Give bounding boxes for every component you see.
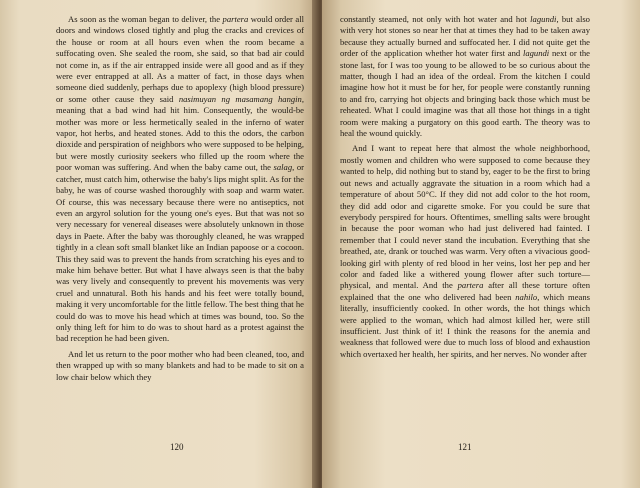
text-run: would order all doors and windows closed tightly and plug the cracks and crevices of the house or room at all hours even when the room became a suffocating oven. She sealed the room, she said, so that bad air could not come in, as if the air entrapped inside were all good and as if they were ever entrapped at all. As a matter of fact, in those days when someone died suddenly, perhaps due to apoplexy (high blood pressure) or some other cause they said: [56, 14, 304, 104]
italic-term: nahilo: [515, 291, 538, 302]
left-paragraph-2: [56, 349, 304, 383]
italic-term: lagundi: [522, 48, 550, 59]
right-page: [322, 0, 640, 488]
right-page-text: [340, 14, 590, 360]
text-run: after all these torture often explained that the one who delivered had been: [340, 280, 590, 302]
text-run: , meaning that a bad wind had hit him. Consequently, the would-be mother was more or less hermetically sealed in the inferno of water vapor, hot herbs, and heated stones. Add to this the odors, the carbon dioxide and perspiration of neighbors who were supposed to be helping, but were mostly curiosity seekers who filled up the room where the poor woman was suffering. And when the baby came out, the: [56, 93, 304, 173]
italic-term: partera: [457, 280, 484, 291]
text-run: As soon as the woman began to deliver, the: [68, 14, 223, 24]
left-paragraph-1: [56, 14, 304, 345]
italic-term: lagundi: [530, 14, 557, 24]
italic-term: salag: [273, 162, 293, 173]
left-page: [0, 0, 318, 488]
text-run: constantly steamed, not only with hot water and hot: [340, 14, 531, 24]
right-paragraph-2: [340, 143, 590, 360]
left-page-number: 120: [170, 442, 184, 452]
text-run: , which means literally, insufficiently cooked. In other words, the hot things which were applied to the woman, which had almost killed her, were still insufficient. Just think of it! I think the reasons for the anemia and weakness that followed were due to much loss of blood and exhaustion which overtaxed her health, her spirits, and her nerves. No wonder after: [340, 291, 590, 359]
italic-term: partera: [222, 14, 249, 24]
italic-term: nasimuyan ng masamang hangin: [178, 93, 302, 104]
text-run: , but also with very hot stones so near her that at times they had to be taken away because they actually burned and suffocated her. I did not quite get the order of the application whether hot water first and: [340, 14, 590, 59]
right-page-number: 121: [458, 442, 472, 452]
text-run: next or the stone last, for I was too young to be allowed to be so curious about the matter, though I had an idea of the ordeal. From the kitchen I could imagine how hot it must be for her, for people were constantly running to and fro, carrying hot objects and bringing back those which must be reheated. What I could imagine was that all those hot things in a tight room were making a purgatory on this good earth. The theory was to heal the wound quickly.: [340, 48, 590, 139]
text-run: And I want to repeat here that almost the whole neighborhood, mostly women and children who were supposed to come because they wanted to help, did nothing but to stand by, eager to be the first to bring out news and actually aggravate the situation in a room which had a temperature of about 50°C. If they did not add color to the hot room, they did add odor and cigarette smoke. For you could be sure that everybody perspired for hours. Oftentimes, smelling salts were brought in because the poor woman who had just delivered had fainted. I remember that I could never stand the incubation. Everything that she breathed, ate, drank or touched was warm. Very often a vivacious good-looking girl with plenty of red blood in her veins, lost her pep and her color and faded like a withered young flower after such torture—physical, and mental. And the: [340, 143, 590, 291]
text-run: And let us return to the poor mother who had been cleaned, too, and then wrapped up with so many blankets and had to be made to sit on a low chair below which they: [56, 348, 304, 382]
text-run: , or catcher, must catch him, otherwise the baby's lips might split. As for the baby, he was of course washed thoroughly with soap and warm water. Of course, this was necessary because there were no antiseptics, not even an argyrol solution for the young one's eyes. But that was not so very necessary for venereal diseases were absolutely unknown in those days in Paete. After the baby was thoroughly cleaned, he was wrapped tightly in a clean soft small blanket like an Indian papoose or a cocoon. This they said was to prevent the hands from scratching his eyes and to make him behave better. But what I have always seen is that the baby was very lively and consequently to prevent his movements was very cruel and unnatural. Both his hands and his feet were totally bound, making it very uncomfortable for the little fellow. The best thing that he could do was to move his head which at times was bound, too. So the only thing left for him to do was to shout hard as a protest against the bad reception he had been given.: [56, 162, 304, 344]
left-page-text: [56, 14, 304, 383]
right-paragraph-1: [340, 14, 590, 139]
